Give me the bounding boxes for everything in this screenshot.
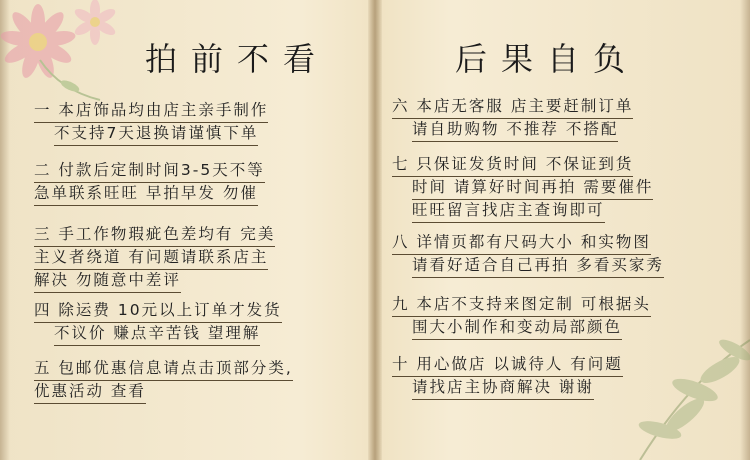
rule-line: 请自助购物 不推荐 不搭配: [412, 119, 618, 142]
rule-line: 解决 勿随意中差评: [34, 270, 181, 293]
rule-item-1: [34, 100, 268, 146]
rule-line: 不议价 赚点辛苦钱 望理解: [54, 323, 260, 346]
rule-line: 主义者绕道 有问题请联系店主: [34, 247, 268, 270]
rule-line: 围大小制作和变动局部颜色: [412, 317, 622, 340]
rule-item-10: [392, 354, 623, 400]
rule-line: 请找店主协商解决 谢谢: [412, 377, 594, 400]
rule-line: 八 详情页都有尺码大小 和实物图: [392, 232, 651, 255]
rule-line: 六 本店无客服 店主要赶制订单: [392, 96, 633, 119]
rule-item-5: [34, 358, 293, 404]
rule-line: 七 只保证发货时间 不保证到货: [392, 154, 633, 177]
rule-line: 二 付款后定制时间3-5天不等: [34, 160, 265, 183]
rule-line: 三 手工作物瑕疵色差均有 完美: [34, 224, 275, 247]
rule-line: 旺旺留言找店主查询即可: [412, 200, 605, 223]
rule-line: 请看好适合自己再拍 多看买家秀: [412, 255, 664, 278]
rule-line: 五 包邮优惠信息请点击顶部分类,: [34, 358, 293, 381]
rule-item-6: [392, 96, 633, 142]
rule-item-8: [392, 232, 664, 278]
rule-line: 九 本店不支持来图定制 可根据头: [392, 294, 651, 317]
rule-line: 四 除运费 10元以上订单才发货: [34, 300, 282, 323]
rule-item-7: [392, 154, 653, 223]
rule-line: 优惠活动 查看: [34, 381, 146, 404]
left-page-title: 拍前不看: [145, 40, 330, 78]
rule-line: 不支持7天退换请谨慎下单: [54, 123, 258, 146]
rule-line: 十 用心做店 以诚待人 有问题: [392, 354, 623, 377]
right-page-title: 后果自负: [455, 40, 640, 78]
rule-line: 急单联系旺旺 早拍早发 勿催: [34, 183, 258, 206]
rule-line: 时间 请算好时间再拍 需要催件: [412, 177, 653, 200]
rule-item-9: [392, 294, 651, 340]
rule-item-2: [34, 160, 265, 206]
rule-item-3: [34, 224, 275, 293]
rule-item-4: [34, 300, 282, 346]
rule-line: 一 本店饰品均由店主亲手制作: [34, 100, 268, 123]
